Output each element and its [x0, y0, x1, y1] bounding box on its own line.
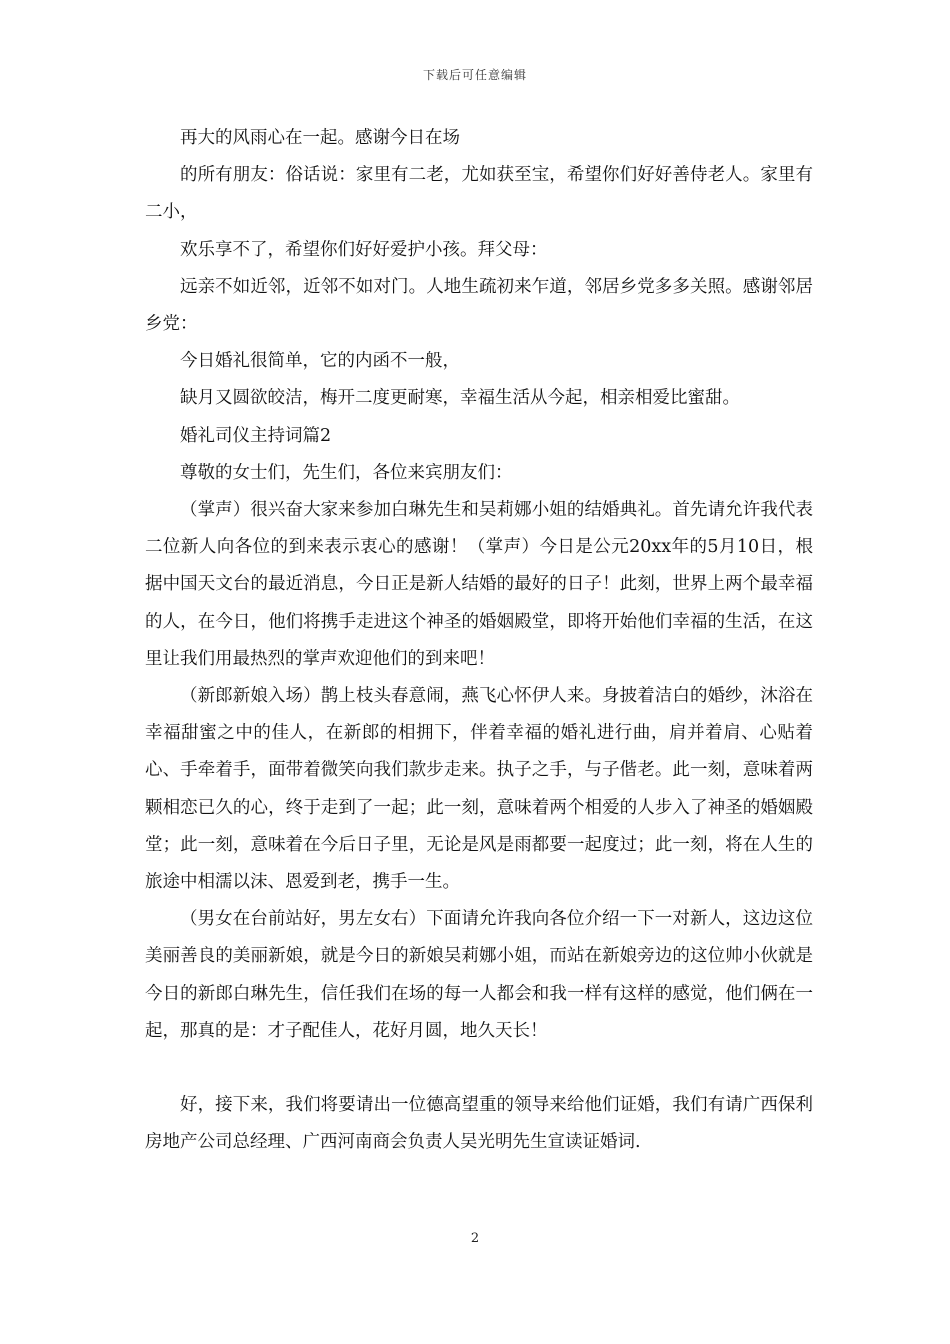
page-number: 2 — [470, 1231, 480, 1246]
paragraph: （新郎新娘入场）鹊上枝头春意闹，燕飞心怀伊人来。身披着洁白的婚纱，沐浴在幸福甜蜜之中的佳人，在新郎的相拥下，伴着幸福的婚礼进行曲，肩并着肩、心贴着心、手牵着手，面带着微笑向我们款步走来。执子之手，与子偕老。此一刻，意味着两颗相恋已久的心，终于走到了一起；此一刻，意味着两个相爱的人步入了神圣的婚姻殿堂；此一刻，意味着在今后日子里，无论是风是雨都要一起度过；此一刻，将在人生的旅途中相濡以沫、恩爱到老，携手一生。 — [145, 686, 813, 893]
document-body — [145, 120, 813, 1161]
paragraph: 再大的风雨心在一起。感谢今日在场 — [180, 128, 460, 148]
salutation: 尊敬的女士们，先生们，各位来宾朋友们： — [180, 462, 513, 483]
paragraph: （掌声）很兴奋大家来参加白琳先生和吴莉娜小姐的结婚典礼。首先请允许我代表二位新人向各位的到来表示衷心的感谢！（掌声）今日是公元20xx年的5月10日，根据中国天文台的最近消息，今日正是新人结婚的最好的日子！此刻，世界上两个最幸福的人，在今日，他们将携手走进这个神圣的婚姻殿堂，即将开始他们幸福的生活，在这里让我们用最热烈的掌声欢迎他们的到来吧！ — [145, 500, 813, 669]
paragraph: 的所有朋友：俗话说：家里有二老，尤如获至宝，希望你们好好善侍老人。家里有二小， — [145, 165, 813, 223]
paragraph: 欢乐享不了，希望你们好好爱护小孩。拜父母： — [180, 239, 548, 260]
header-note: 下载后可任意编辑 — [422, 68, 527, 82]
section-heading: 婚礼司仪主持词篇2 — [180, 425, 332, 446]
paragraph: 缺月又圆欲皎洁，梅开二度更耐寒，幸福生活从今起，相亲相爱比蜜甜。 — [180, 388, 740, 409]
paragraph: 今日婚礼很简单，它的内函不一般， — [180, 351, 460, 372]
paragraph: （男女在台前站好，男左女右）下面请允许我向各位介绍一下一对新人，这边这位美丽善良的美丽新娘，就是今日的新娘吴莉娜小姐，而站在新娘旁边的这位帅小伙就是今日的新郎白琳先生，信任我们在场的每一人都会和我一样有这样的感觉，他们俩在一起，那真的是：才子配佳人，花好月圆，地久天长！ — [145, 909, 813, 1041]
paragraph: 好，接下来，我们将要请出一位德高望重的领导来给他们证婚，我们有请广西保利房地产公司总经理、广西河南商会负责人吴光明先生宣读证婚词. — [145, 1095, 813, 1153]
paragraph: 远亲不如近邻，近邻不如对门。人地生疏初来乍道，邻居乡党多多关照。感谢邻居乡党： — [145, 276, 813, 335]
